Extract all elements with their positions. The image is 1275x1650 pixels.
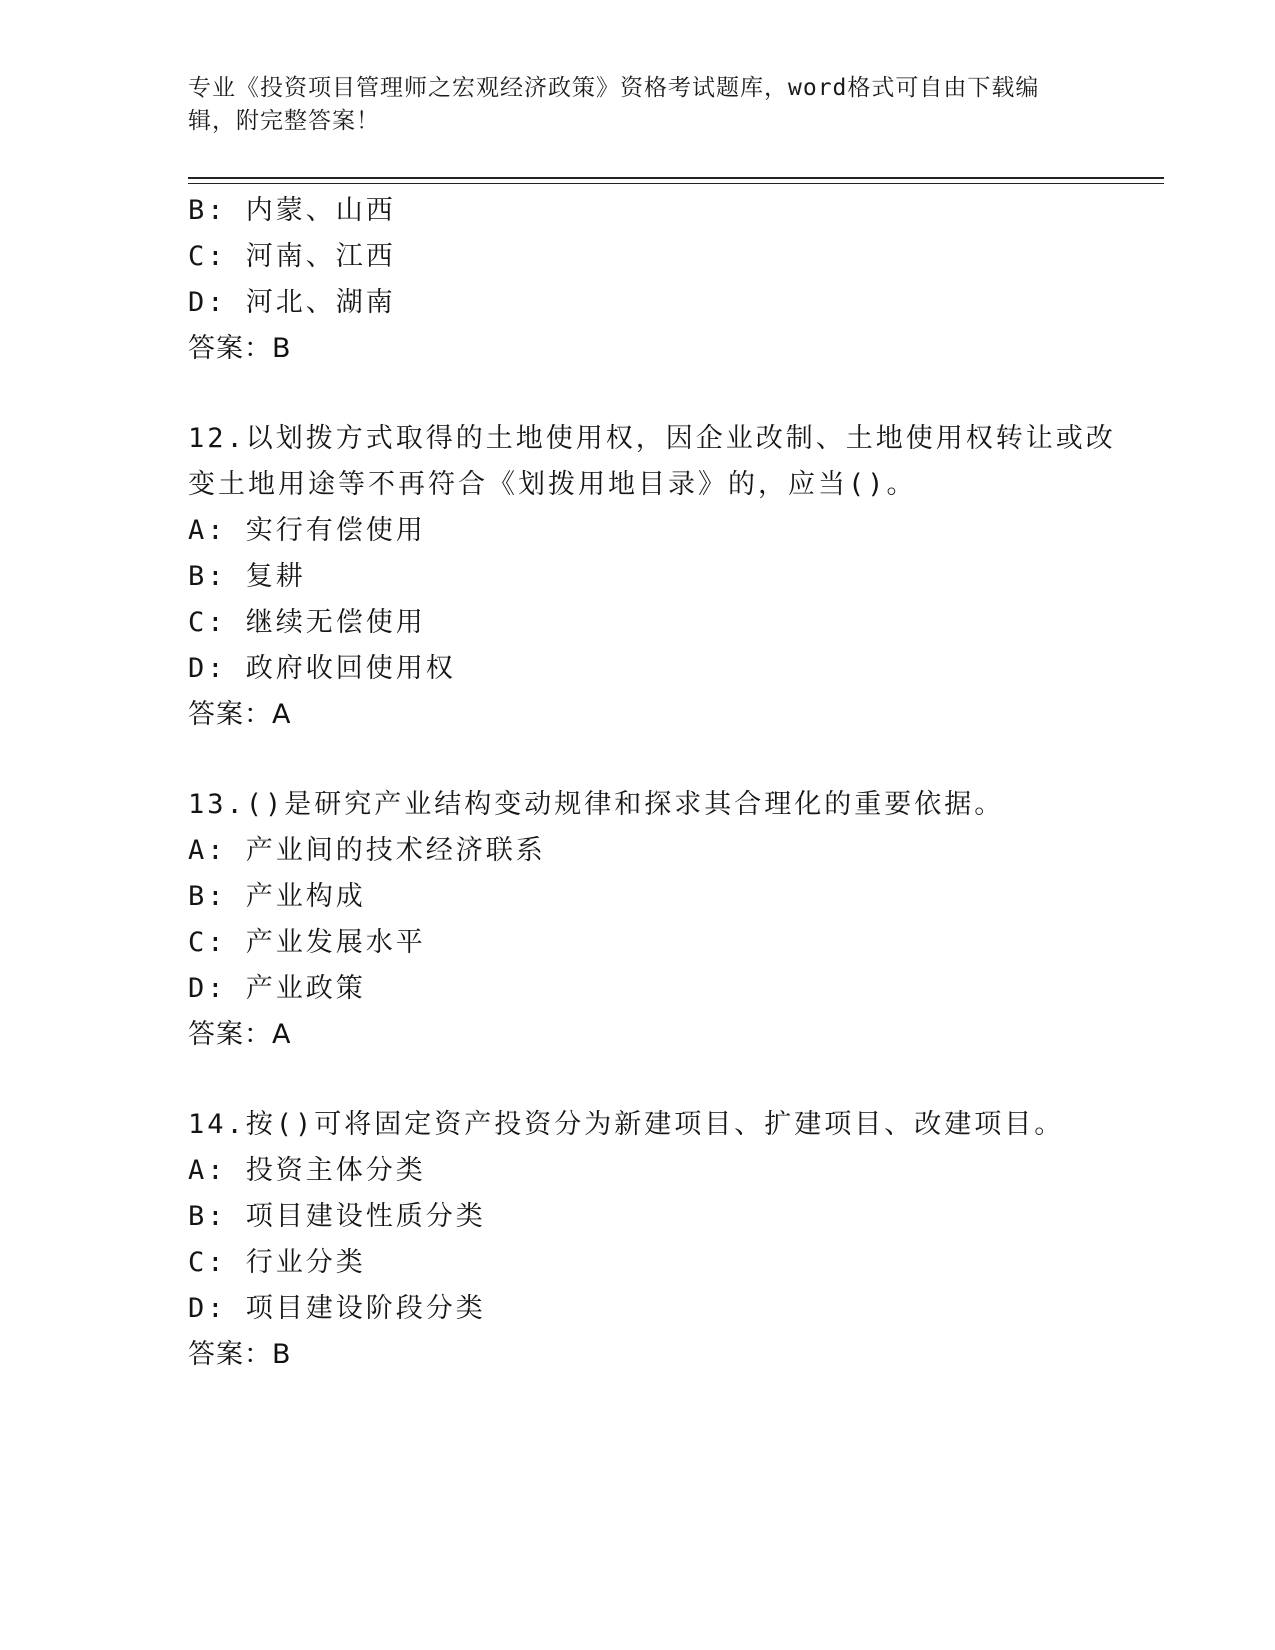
- question-stem-line-1: 12.以划拨方式取得的土地使用权，因企业改制、土地使用权转让或改: [188, 423, 1116, 454]
- spacer: [188, 372, 1088, 416]
- option-a: A: 产业间的技术经济联系: [188, 835, 546, 866]
- option-b: B: 内蒙、山西: [188, 195, 396, 226]
- answer-label: 答案：B: [188, 1339, 292, 1370]
- option-c: C: 行业分类: [188, 1247, 366, 1278]
- answer-label: 答案：B: [188, 333, 292, 364]
- option-a: A: 投资主体分类: [188, 1155, 426, 1186]
- option-b: B: 项目建设性质分类: [188, 1201, 486, 1232]
- option-a: A: 实行有偿使用: [188, 515, 426, 546]
- question-stem-line-2: 变土地用途等不再符合《划拨用地目录》的，应当()。: [188, 469, 917, 500]
- spacer: [188, 738, 1088, 782]
- question-list: [188, 188, 1116, 1378]
- option-b: B: 产业构成: [188, 881, 366, 912]
- spacer: [188, 1058, 1088, 1102]
- option-d: D: 河北、湖南: [188, 287, 396, 318]
- header-divider-thin: [188, 183, 1164, 184]
- option-d: D: 产业政策: [188, 973, 366, 1004]
- option-d: D: 政府收回使用权: [188, 653, 456, 684]
- option-c: C: 河南、江西: [188, 241, 396, 272]
- question-14: [188, 1102, 1088, 1378]
- answer-label: 答案：A: [188, 699, 292, 730]
- header-line-1: 专业《投资项目管理师之宏观经济政策》资格考试题库，word格式可自由下载编: [188, 75, 1040, 101]
- question-11-continued: [188, 188, 1088, 372]
- option-c: C: 产业发展水平: [188, 927, 426, 958]
- option-c: C: 继续无偿使用: [188, 607, 426, 638]
- question-stem-line-1: 14.按()可将固定资产投资分为新建项目、扩建项目、改建项目。: [188, 1109, 1065, 1140]
- option-b: B: 复耕: [188, 561, 306, 592]
- question-12: [188, 416, 1116, 738]
- header-divider-thick: [188, 177, 1164, 179]
- answer-label: 答案：A: [188, 1019, 292, 1050]
- header-line-2: 辑，附完整答案！: [188, 108, 380, 134]
- option-d: D: 项目建设阶段分类: [188, 1293, 486, 1324]
- question-13: [188, 782, 1088, 1058]
- document-header: [188, 72, 1088, 138]
- question-stem-line-1: 13.()是研究产业结构变动规律和探求其合理化的重要依据。: [188, 789, 1005, 820]
